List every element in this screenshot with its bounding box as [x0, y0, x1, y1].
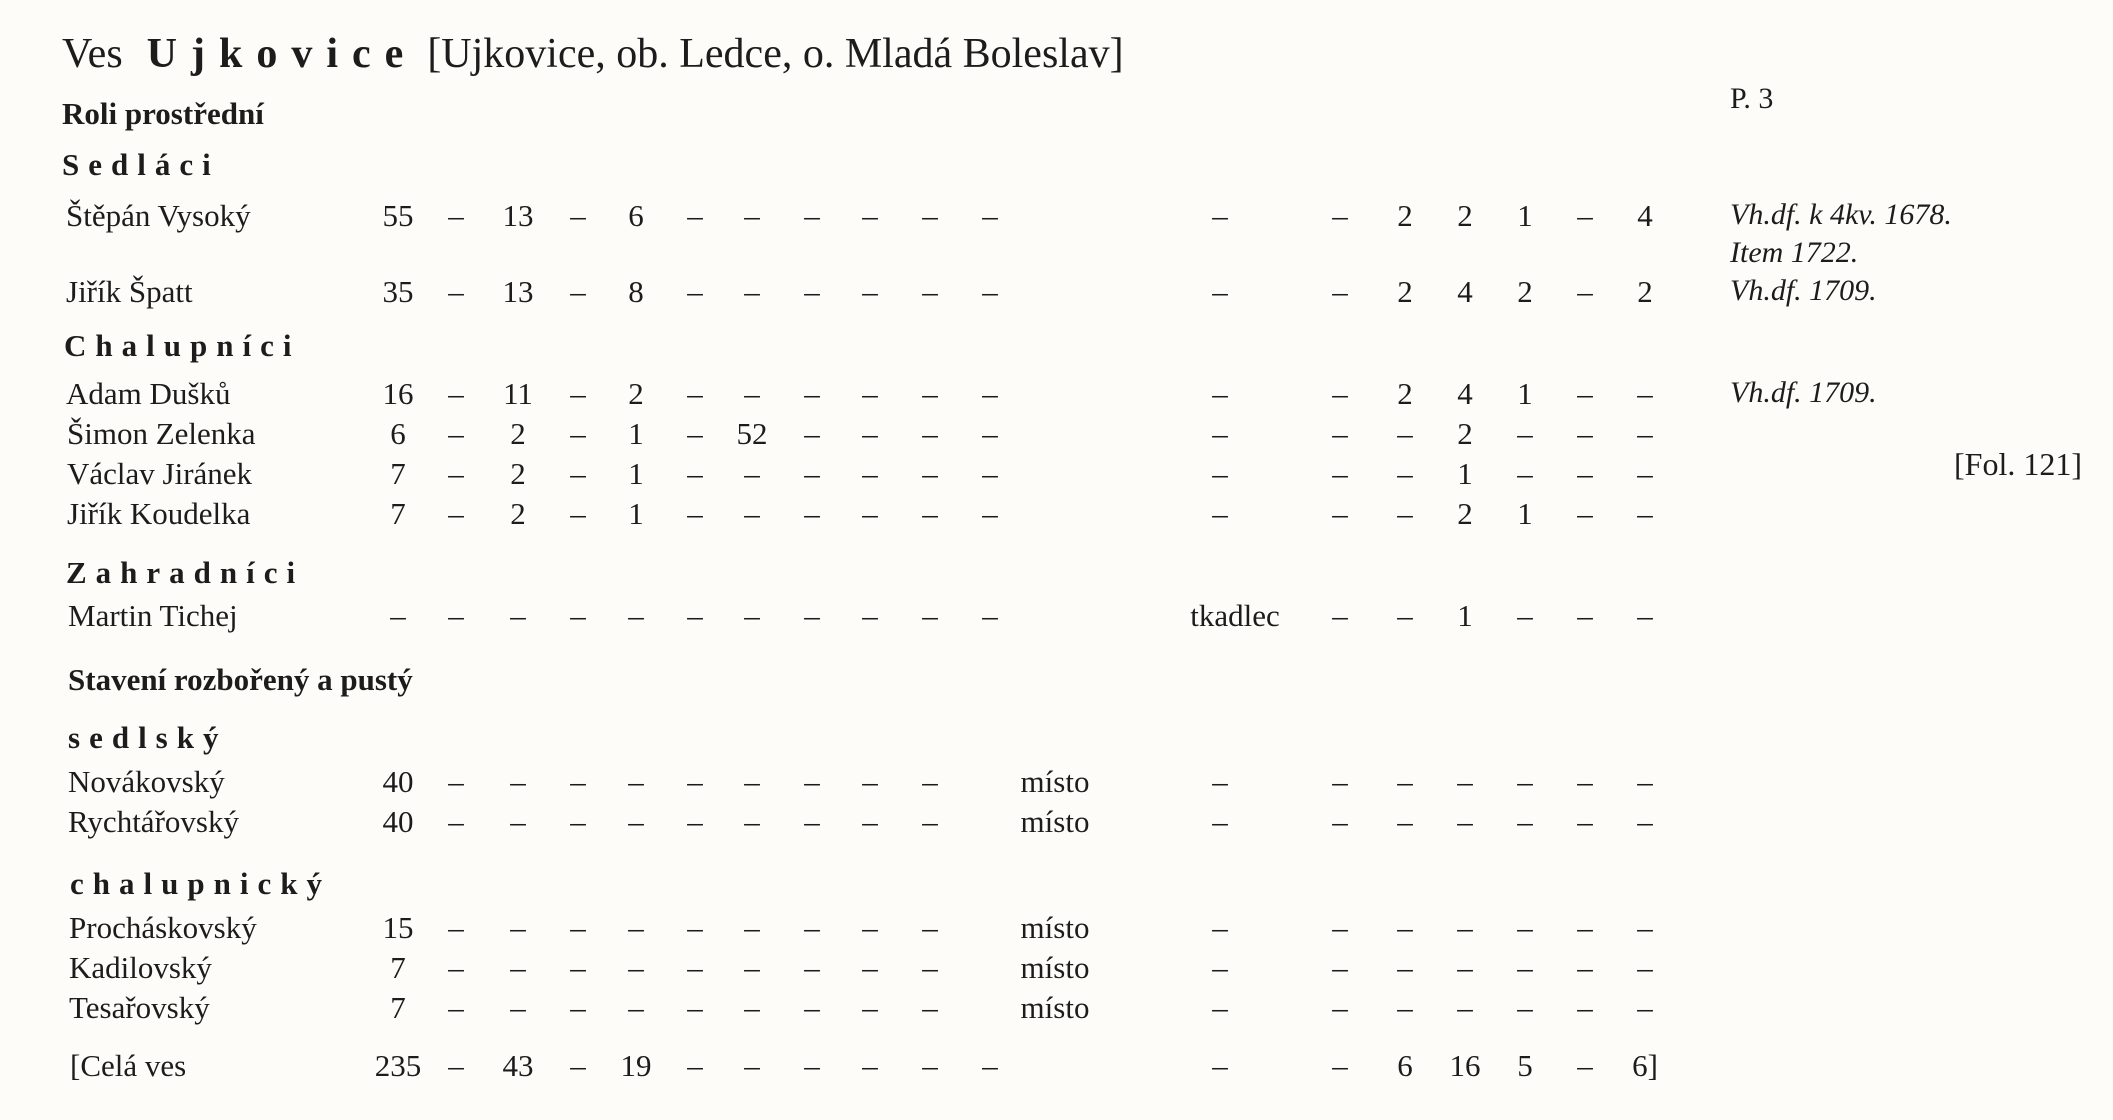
row-name: Kadilovský — [69, 950, 212, 985]
row-cell: – — [862, 376, 878, 411]
row-cell: – — [1517, 990, 1533, 1025]
row-cell: 7 — [390, 950, 406, 985]
row-cell: – — [922, 416, 938, 451]
row-cell: – — [922, 198, 938, 233]
row-cell: – — [1212, 456, 1228, 491]
row-cell: 13 — [502, 198, 534, 233]
row-cell: 15 — [382, 910, 414, 945]
row-cell: – — [628, 990, 644, 1025]
table-row — [0, 764, 2113, 804]
row-cell: – — [744, 274, 760, 309]
page-title — [62, 30, 1124, 78]
row-cell: – — [804, 950, 820, 985]
row-name: Rychtářovský — [68, 804, 239, 839]
row-cell: – — [687, 598, 703, 633]
row-cell: – — [744, 198, 760, 233]
row-cell: – — [1397, 496, 1413, 531]
row-cell: – — [1457, 804, 1473, 839]
row-cell: – — [982, 274, 998, 309]
row-cell: – — [922, 764, 938, 799]
row-cell: – — [687, 198, 703, 233]
row-cell: 1 — [1517, 198, 1533, 233]
row-cell: – — [570, 456, 586, 491]
row-cell: – — [862, 198, 878, 233]
row-cell: – — [1577, 1048, 1593, 1083]
row-cell: – — [804, 990, 820, 1025]
row-cell: 4 — [1457, 376, 1473, 411]
row-cell: – — [570, 764, 586, 799]
row-note — [1730, 272, 1877, 310]
row-cell: – — [922, 990, 938, 1025]
row-cell: – — [1637, 764, 1653, 799]
row-cell: – — [804, 804, 820, 839]
section-sedlsky: sedlský — [68, 720, 228, 755]
folio-reference: [Fol. 121] — [1954, 446, 2082, 482]
row-cell: – — [862, 764, 878, 799]
row-cell: – — [744, 990, 760, 1025]
row-cell: – — [744, 456, 760, 491]
row-cell: – — [1577, 598, 1593, 633]
section-chalupnicky: chalupnický — [70, 866, 331, 901]
row-cell: – — [448, 456, 464, 491]
row-cell: – — [570, 416, 586, 451]
row-cell: – — [922, 950, 938, 985]
row-cell: – — [1457, 764, 1473, 799]
row-cell: – — [570, 990, 586, 1025]
section-staveni: Stavení rozbořený a pustý — [68, 662, 413, 697]
row-cell: – — [804, 456, 820, 491]
row-cell: – — [1212, 990, 1228, 1025]
row-cell: – — [922, 598, 938, 633]
row-cell: – — [1517, 456, 1533, 491]
row-cell: – — [1637, 456, 1653, 491]
row-name: Václav Jiránek — [67, 456, 253, 491]
title-location: [Ujkovice, ob. Ledce, o. Mladá Boleslav] — [427, 31, 1124, 77]
table-row — [0, 598, 2113, 638]
row-cell: – — [1397, 416, 1413, 451]
row-cell: 7 — [390, 990, 406, 1025]
row-cell: – — [804, 910, 820, 945]
row-cell: – — [982, 598, 998, 633]
row-cell: – — [1577, 198, 1593, 233]
title-prefix: Ves — [62, 31, 123, 77]
row-cell: – — [628, 804, 644, 839]
row-cell: – — [570, 804, 586, 839]
row-cell: místo — [1020, 764, 1090, 799]
row-cell: – — [448, 910, 464, 945]
row-cell: místo — [1020, 804, 1090, 839]
row-cell: – — [570, 376, 586, 411]
row-cell: – — [1637, 990, 1653, 1025]
row-cell: – — [1577, 456, 1593, 491]
row-cell: – — [862, 416, 878, 451]
row-cell: – — [448, 496, 464, 531]
row-cell: – — [448, 416, 464, 451]
row-cell: 2 — [510, 416, 526, 451]
row-cell: – — [1397, 598, 1413, 633]
title-place: Ujkovice — [146, 31, 418, 77]
row-cell: – — [448, 950, 464, 985]
table-row — [0, 910, 2113, 950]
row-name: Šimon Zelenka — [67, 416, 256, 451]
row-cell: – — [448, 990, 464, 1025]
section-zahradnici: Zahradníci — [66, 555, 305, 590]
row-cell: – — [448, 274, 464, 309]
row-cell: – — [687, 456, 703, 491]
row-cell: – — [1397, 910, 1413, 945]
row-name: Tesařovský — [69, 990, 210, 1025]
note-line: Vh.df. k 4kv. 1678. — [1730, 198, 1952, 231]
row-cell: – — [448, 1048, 464, 1083]
row-cell: – — [628, 950, 644, 985]
table-row — [0, 1048, 2113, 1088]
row-cell: – — [1332, 598, 1348, 633]
row-cell: – — [1332, 496, 1348, 531]
row-cell: – — [687, 496, 703, 531]
row-cell: 2 — [1457, 416, 1473, 451]
row-cell: – — [510, 804, 526, 839]
row-cell: – — [1397, 990, 1413, 1025]
row-cell: – — [1332, 990, 1348, 1025]
row-cell: – — [1577, 910, 1593, 945]
row-cell: – — [982, 456, 998, 491]
row-cell: 8 — [628, 274, 644, 309]
row-cell: – — [687, 1048, 703, 1083]
row-cell: – — [804, 496, 820, 531]
row-cell: – — [862, 456, 878, 491]
row-note — [1730, 196, 1952, 272]
row-cell: 6 — [390, 416, 406, 451]
note-line: Vh.df. 1709. — [1730, 274, 1877, 307]
row-cell: 1 — [1517, 496, 1533, 531]
table-row — [0, 456, 2113, 496]
row-cell: – — [922, 804, 938, 839]
row-cell: – — [862, 804, 878, 839]
row-cell: – — [1332, 376, 1348, 411]
row-cell: – — [687, 416, 703, 451]
table-row — [0, 804, 2113, 844]
row-cell: – — [1212, 804, 1228, 839]
row-cell: 2 — [1517, 274, 1533, 309]
row-cell: – — [1457, 950, 1473, 985]
row-cell: – — [1397, 456, 1413, 491]
row-cell: 13 — [502, 274, 534, 309]
row-cell: – — [804, 598, 820, 633]
row-cell: – — [570, 496, 586, 531]
row-cell: – — [1332, 198, 1348, 233]
row-cell: 2 — [1457, 496, 1473, 531]
row-cell: – — [1577, 804, 1593, 839]
row-cell: – — [982, 416, 998, 451]
page-reference: P. 3 — [1730, 82, 1774, 115]
row-cell: – — [628, 764, 644, 799]
row-cell: – — [1332, 274, 1348, 309]
row-cell: 40 — [382, 804, 414, 839]
row-cell: – — [510, 950, 526, 985]
row-cell: – — [1397, 764, 1413, 799]
row-cell: 11 — [503, 376, 533, 411]
row-cell: – — [687, 804, 703, 839]
row-cell: – — [510, 910, 526, 945]
row-cell: – — [862, 274, 878, 309]
row-name: Procháskovský — [69, 910, 257, 945]
row-cell: – — [1577, 274, 1593, 309]
row-cell: – — [448, 764, 464, 799]
row-cell: – — [1637, 376, 1653, 411]
row-cell: 6] — [1632, 1048, 1658, 1083]
row-cell: – — [1637, 496, 1653, 531]
row-name: Novákovský — [68, 764, 225, 799]
row-cell: 35 — [382, 274, 414, 309]
row-cell: – — [804, 198, 820, 233]
row-cell: – — [1332, 950, 1348, 985]
row-cell: – — [1212, 764, 1228, 799]
row-cell: 55 — [382, 198, 414, 233]
row-cell: – — [1332, 910, 1348, 945]
row-cell: – — [982, 198, 998, 233]
row-cell: 2 — [1397, 198, 1413, 233]
row-cell: 2 — [1457, 198, 1473, 233]
row-cell: – — [1212, 416, 1228, 451]
row-cell: 1 — [628, 496, 644, 531]
row-cell: – — [922, 456, 938, 491]
row-cell: – — [628, 598, 644, 633]
row-cell: – — [804, 274, 820, 309]
row-cell: – — [1332, 1048, 1348, 1083]
row-cell: – — [744, 598, 760, 633]
row-cell: – — [1212, 274, 1228, 309]
row-name: [Celá ves — [70, 1048, 187, 1083]
row-cell: – — [982, 1048, 998, 1083]
row-cell: – — [1212, 950, 1228, 985]
row-cell: – — [744, 804, 760, 839]
section-chalupnici: Chalupníci — [64, 328, 301, 363]
row-cell: 52 — [736, 416, 768, 451]
row-cell: – — [687, 764, 703, 799]
row-cell: – — [1637, 950, 1653, 985]
row-cell: – — [1637, 416, 1653, 451]
row-cell: – — [1517, 804, 1533, 839]
row-cell: 6 — [628, 198, 644, 233]
row-cell: – — [744, 910, 760, 945]
row-cell: 2 — [510, 456, 526, 491]
row-cell: – — [1332, 764, 1348, 799]
table-row — [0, 496, 2113, 536]
row-note — [1730, 374, 1877, 412]
row-cell: – — [687, 950, 703, 985]
row-cell: – — [448, 198, 464, 233]
note-line: Item 1722. — [1730, 236, 1859, 269]
section-sedlaci: Sedláci — [62, 147, 220, 182]
row-cell: 16 — [1449, 1048, 1481, 1083]
row-cell: – — [1397, 804, 1413, 839]
row-name: Martin Tichej — [68, 598, 238, 633]
row-cell: – — [1212, 496, 1228, 531]
row-cell: 16 — [382, 376, 414, 411]
table-row — [0, 198, 2113, 269]
row-cell: – — [510, 990, 526, 1025]
row-cell: 4 — [1637, 198, 1653, 233]
row-cell: 1 — [1457, 456, 1473, 491]
row-cell: 6 — [1397, 1048, 1413, 1083]
row-cell: 1 — [1517, 376, 1533, 411]
row-cell: – — [1212, 910, 1228, 945]
row-cell: – — [510, 764, 526, 799]
row-cell: – — [510, 598, 526, 633]
row-cell: – — [570, 910, 586, 945]
row-cell: – — [1577, 376, 1593, 411]
row-cell: – — [922, 496, 938, 531]
row-cell: – — [1517, 950, 1533, 985]
row-name: Jiřík Koudelka — [67, 496, 251, 531]
row-cell: – — [922, 274, 938, 309]
row-cell: – — [448, 598, 464, 633]
note-line: Vh.df. 1709. — [1730, 376, 1877, 409]
table-row — [0, 950, 2113, 990]
row-cell: – — [1577, 416, 1593, 451]
row-cell: – — [922, 376, 938, 411]
row-cell: – — [1212, 198, 1228, 233]
row-cell: – — [1332, 804, 1348, 839]
row-cell: – — [570, 950, 586, 985]
row-cell: – — [922, 910, 938, 945]
row-cell: – — [804, 1048, 820, 1083]
row-name: Štěpán Vysoký — [66, 198, 251, 233]
row-cell: 2 — [1397, 376, 1413, 411]
row-cell: – — [1397, 950, 1413, 985]
row-cell: 235 — [374, 1048, 422, 1083]
row-cell: 2 — [628, 376, 644, 411]
row-cell: – — [1577, 496, 1593, 531]
row-cell: – — [862, 496, 878, 531]
row-cell: – — [1577, 990, 1593, 1025]
row-cell: – — [922, 1048, 938, 1083]
row-cell: – — [804, 376, 820, 411]
row-cell: – — [448, 376, 464, 411]
row-cell: místo — [1020, 950, 1090, 985]
row-cell: – — [982, 376, 998, 411]
row-cell: 43 — [502, 1048, 534, 1083]
row-cell: – — [1577, 764, 1593, 799]
row-cell: – — [744, 496, 760, 531]
row-cell: – — [687, 376, 703, 411]
row-cell: – — [1212, 376, 1228, 411]
row-cell: – — [744, 1048, 760, 1083]
row-cell: 1 — [628, 416, 644, 451]
row-cell: místo — [1020, 990, 1090, 1025]
row-cell: – — [1637, 598, 1653, 633]
row-cell: 2 — [1637, 274, 1653, 309]
row-cell: – — [804, 764, 820, 799]
row-cell: – — [982, 496, 998, 531]
row-cell: – — [687, 990, 703, 1025]
row-cell: – — [1517, 764, 1533, 799]
row-cell: – — [570, 598, 586, 633]
row-cell: – — [570, 274, 586, 309]
row-cell: 4 — [1457, 274, 1473, 309]
row-name: Adam Dušků — [66, 376, 231, 411]
row-cell: místo — [1020, 910, 1090, 945]
row-cell: – — [390, 598, 406, 633]
row-cell: – — [862, 990, 878, 1025]
row-cell: – — [862, 910, 878, 945]
row-cell: – — [1517, 598, 1533, 633]
row-cell: – — [1517, 416, 1533, 451]
row-cell: – — [570, 1048, 586, 1083]
table-row — [0, 376, 2113, 416]
row-cell: 19 — [620, 1048, 652, 1083]
row-cell: 2 — [1397, 274, 1413, 309]
section-roli-prostredni: Roli prostřední — [62, 96, 264, 131]
row-cell: 1 — [1457, 598, 1473, 633]
row-cell: 2 — [510, 496, 526, 531]
row-cell: – — [687, 910, 703, 945]
row-cell: – — [570, 198, 586, 233]
row-cell: – — [1332, 456, 1348, 491]
row-cell: – — [1577, 950, 1593, 985]
row-cell: – — [744, 950, 760, 985]
row-cell: – — [804, 416, 820, 451]
row-cell: – — [862, 598, 878, 633]
row-cell: – — [1637, 804, 1653, 839]
row-cell: – — [744, 376, 760, 411]
row-cell: – — [687, 274, 703, 309]
row-cell: – — [1637, 910, 1653, 945]
table-row — [0, 416, 2113, 456]
row-name: Jiřík Špatt — [66, 274, 193, 309]
row-cell: – — [1517, 910, 1533, 945]
row-cell: 40 — [382, 764, 414, 799]
row-cell: – — [862, 1048, 878, 1083]
row-cell: 5 — [1517, 1048, 1533, 1083]
row-cell: 1 — [628, 456, 644, 491]
row-cell: 7 — [390, 456, 406, 491]
row-cell: – — [628, 910, 644, 945]
row-cell: tkadlec — [1190, 598, 1280, 633]
row-cell: – — [744, 764, 760, 799]
table-row — [0, 274, 2113, 314]
row-cell: – — [1457, 990, 1473, 1025]
row-cell: – — [1332, 416, 1348, 451]
row-cell: – — [1457, 910, 1473, 945]
row-cell: 7 — [390, 496, 406, 531]
row-cell: – — [1212, 1048, 1228, 1083]
row-cell: – — [448, 804, 464, 839]
table-row — [0, 990, 2113, 1030]
row-cell: – — [862, 950, 878, 985]
